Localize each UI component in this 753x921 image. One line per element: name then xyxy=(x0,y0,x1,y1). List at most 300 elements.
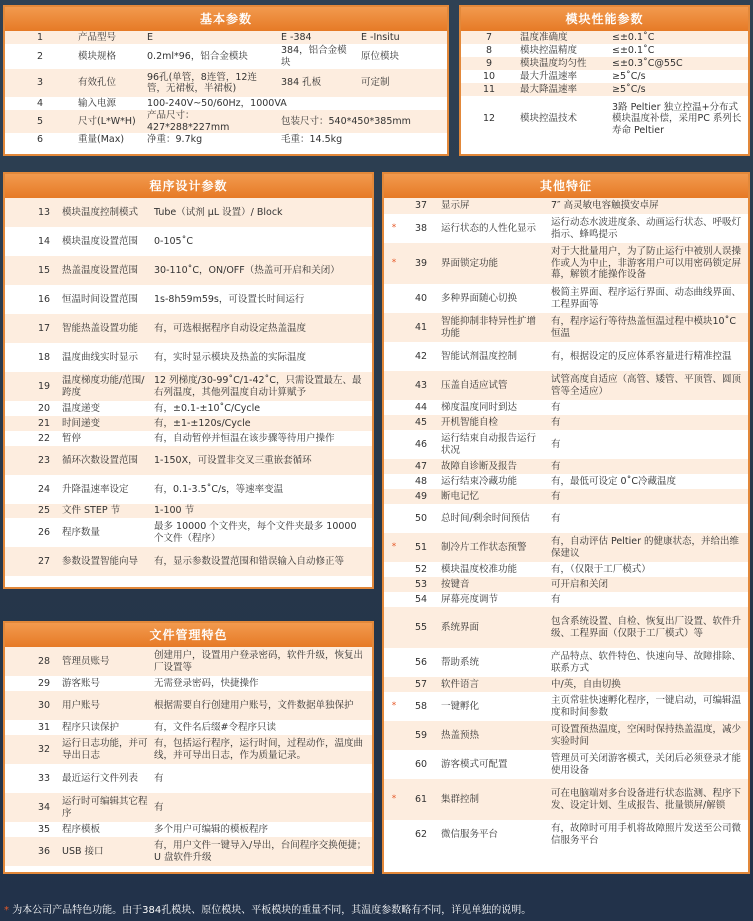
param-label: 故障自诊断及报告 xyxy=(438,459,548,474)
param-label: 模块控温技术 xyxy=(517,96,609,142)
row-number: 13 xyxy=(29,198,59,227)
param-value: 384 孔板 xyxy=(278,69,358,97)
spec-row xyxy=(5,475,372,504)
param-label: 管理员账号 xyxy=(59,647,151,676)
spec-row xyxy=(461,44,748,57)
param-label: 恒温时间设置范围 xyxy=(59,285,151,314)
row-number: 21 xyxy=(29,416,59,431)
param-value: 极简主界面、程序运行界面、动态曲线界面、工程界面等 xyxy=(548,284,748,313)
row-number: 19 xyxy=(29,372,59,401)
param-value: 有，±0.1-±10˚C/Cycle xyxy=(151,401,372,416)
param-value: 有，自动评估 Peltier 的健康状态，并给出维保建议 xyxy=(548,533,748,562)
param-label: 智能热盖设置功能 xyxy=(59,314,151,343)
param-label: 一键孵化 xyxy=(438,692,548,721)
param-label: 系统界面 xyxy=(438,607,548,648)
param-value: 管理员可关闭游客模式，关闭后必须登录才能使用设备 xyxy=(548,750,748,779)
param-label: 时间递变 xyxy=(59,416,151,431)
spec-row xyxy=(5,793,372,822)
param-value: 产品特点、软件特色、快速向导、故障排除、联系方式 xyxy=(548,648,748,677)
row-number: 15 xyxy=(29,256,59,285)
spec-row xyxy=(5,431,372,446)
param-value: 包含系统设置、自检、恢复出厂设置、软件升级、工程界面（仅限于工厂模式）等 xyxy=(548,607,748,648)
row-number: 11 xyxy=(461,83,517,96)
feature-star xyxy=(5,647,29,676)
param-label: 运行结束自动报告运行状况 xyxy=(438,430,548,459)
row-number: 56 xyxy=(404,648,438,677)
param-label: 热盖温度设置范围 xyxy=(59,256,151,285)
performance-params-title: 模块性能参数 xyxy=(461,7,748,31)
feature-star xyxy=(384,474,404,489)
spec-row xyxy=(5,647,372,676)
spec-row xyxy=(384,474,748,489)
param-value: 有 xyxy=(151,793,372,822)
param-value: 384，铝合金模块 xyxy=(278,44,358,69)
row-number: 43 xyxy=(404,371,438,400)
row-number: 27 xyxy=(29,547,59,576)
file-mgmt-title: 文件管理特色 xyxy=(5,623,372,647)
row-number: 2 xyxy=(5,44,75,69)
feature-star xyxy=(5,793,29,822)
row-number: 38 xyxy=(404,214,438,243)
row-number: 48 xyxy=(404,474,438,489)
footnote-text: 为本公司产品特色功能。由于384孔模块、原位模块、平板模块的重量不同，其温度参数略有不同，详见单独的说明。 xyxy=(12,905,532,916)
param-value: 3路 Peltier 独立控温+分布式模块温度补偿，采用PC 系列长寿命 Peltier xyxy=(609,96,748,142)
feature-star xyxy=(5,343,29,372)
row-number: 34 xyxy=(29,793,59,822)
param-value: 有，程序运行等待热盖恒温过程中模块10˚C恒温 xyxy=(548,313,748,342)
spec-row xyxy=(384,648,748,677)
param-value: 0.2ml*96，铝合金模块 xyxy=(144,44,278,69)
param-label: 程序模板 xyxy=(59,822,151,837)
row-number: 6 xyxy=(5,133,75,146)
file-mgmt-table xyxy=(5,647,372,866)
spec-row xyxy=(5,691,372,720)
spec-row xyxy=(5,343,372,372)
param-value: 毛重：14.5kg xyxy=(278,133,447,146)
feature-star xyxy=(5,518,29,547)
feature-star xyxy=(384,504,404,533)
row-number: 53 xyxy=(404,577,438,592)
param-value: 试管高度自适应（高管、矮管、平顶管、圆顶管等全适应） xyxy=(548,371,748,400)
param-label: 运行日志功能，并可导出日志 xyxy=(59,735,151,764)
spec-row xyxy=(5,837,372,866)
feature-star xyxy=(384,592,404,607)
spec-row xyxy=(384,577,748,592)
feature-star xyxy=(5,416,29,431)
spec-row xyxy=(5,518,372,547)
param-label: 温度递变 xyxy=(59,401,151,416)
param-value: 有，实时显示模块及热盖的实际温度 xyxy=(151,343,372,372)
row-number: 9 xyxy=(461,57,517,70)
spec-row xyxy=(384,400,748,415)
spec-row xyxy=(384,750,748,779)
param-value: 包装尺寸：540*450*385mm xyxy=(278,110,447,133)
feature-star xyxy=(5,691,29,720)
feature-star xyxy=(5,735,29,764)
param-value: 多个用户可编辑的模板程序 xyxy=(151,822,372,837)
row-number: 28 xyxy=(29,647,59,676)
param-value: 有，±1-±120s/Cycle xyxy=(151,416,372,431)
spec-row xyxy=(384,284,748,313)
param-value: 有 xyxy=(548,400,748,415)
param-value: 有 xyxy=(548,489,748,504)
spec-row xyxy=(5,256,372,285)
spec-row xyxy=(5,401,372,416)
row-number: 17 xyxy=(29,314,59,343)
program-params-title: 程序设计参数 xyxy=(5,174,372,198)
row-number: 40 xyxy=(404,284,438,313)
spec-row xyxy=(461,31,748,44)
feature-star xyxy=(384,750,404,779)
feature-star xyxy=(5,676,29,691)
spec-row xyxy=(5,314,372,343)
param-value: 96孔(单管，8连管，12连管，无裙板，半裙板) xyxy=(144,69,278,97)
row-number: 10 xyxy=(461,70,517,83)
spec-row xyxy=(384,562,748,577)
file-mgmt-panel xyxy=(3,621,374,874)
param-label: 智能抑制非特异性扩增功能 xyxy=(438,313,548,342)
row-number: 25 xyxy=(29,504,59,518)
param-label: 有效孔位 xyxy=(75,69,144,97)
param-label: 按键音 xyxy=(438,577,548,592)
spec-row xyxy=(5,764,372,793)
feature-star xyxy=(384,607,404,648)
param-label: 温度梯度功能/范围/跨度 xyxy=(59,372,151,401)
param-label: 热盖预热 xyxy=(438,721,548,750)
spec-row xyxy=(384,592,748,607)
other-features-title: 其他特征 xyxy=(384,174,748,198)
spec-row xyxy=(384,243,748,284)
param-value: 有，0.1-3.5˚C/s，等速率变温 xyxy=(151,475,372,504)
param-value: 有 xyxy=(548,504,748,533)
spec-row xyxy=(5,416,372,431)
feature-star xyxy=(384,400,404,415)
spec-row xyxy=(5,97,447,110)
feature-star xyxy=(5,475,29,504)
program-params-panel xyxy=(3,172,374,589)
param-value: 0-105˚C xyxy=(151,227,372,256)
param-value: 1-150X，可设置非交叉三重嵌套循环 xyxy=(151,446,372,475)
row-number: 33 xyxy=(29,764,59,793)
row-number: 36 xyxy=(29,837,59,866)
spec-row xyxy=(5,504,372,518)
spec-row xyxy=(5,44,447,69)
param-value: 有，根据设定的反应体系容量进行精准控温 xyxy=(548,342,748,371)
param-value: 对于大批量用户，为了防止运行中被别人误操作或人为中止，非游客用户可以用密码锁定屏幕，解锁才能操作设备 xyxy=(548,243,748,284)
feature-star xyxy=(384,430,404,459)
param-label: 帮助系统 xyxy=(438,648,548,677)
spec-row xyxy=(5,110,447,133)
basic-params-panel xyxy=(3,5,449,156)
row-number: 55 xyxy=(404,607,438,648)
feature-star xyxy=(384,820,404,849)
spec-row xyxy=(5,822,372,837)
feature-star: * xyxy=(384,533,404,562)
param-value: E xyxy=(144,31,278,44)
param-label: 暂停 xyxy=(59,431,151,446)
param-value: 创建用户，设置用户登录密码，软件升级，恢复出厂设置等 xyxy=(151,647,372,676)
spec-row xyxy=(384,504,748,533)
param-value: 1s-8h59m59s，可设置长时间运行 xyxy=(151,285,372,314)
param-label: 重量(Max) xyxy=(75,133,144,146)
feature-star xyxy=(5,198,29,227)
param-value: 有 xyxy=(151,764,372,793)
spec-row xyxy=(384,198,748,214)
row-number: 62 xyxy=(404,820,438,849)
spec-row xyxy=(384,459,748,474)
param-label: 屏幕亮度调节 xyxy=(438,592,548,607)
param-value: 有，故障时可用手机将故障照片发送至公司微信服务平台 xyxy=(548,820,748,849)
spec-row xyxy=(5,735,372,764)
param-label: 显示屏 xyxy=(438,198,548,214)
param-value: 7″ 高灵敏电容触摸安卓屏 xyxy=(548,198,748,214)
feature-star xyxy=(5,547,29,576)
param-label: 界面锁定功能 xyxy=(438,243,548,284)
param-label: 制冷片工作状态预警 xyxy=(438,533,548,562)
spec-row xyxy=(384,342,748,371)
row-number: 18 xyxy=(29,343,59,372)
feature-star xyxy=(5,446,29,475)
param-label: 模块温度控制模式 xyxy=(59,198,151,227)
param-value: 有，包括运行程序，运行时间，过程动作，温度曲线，并可导出日志，作为质量记录。 xyxy=(151,735,372,764)
param-value: 可设置预热温度，空闲时保持热盖温度，减少实验时间 xyxy=(548,721,748,750)
param-value: 有，可选根据程序自动设定热盖温度 xyxy=(151,314,372,343)
param-value: 可开启和关闭 xyxy=(548,577,748,592)
row-number: 59 xyxy=(404,721,438,750)
performance-params-panel xyxy=(459,5,750,156)
row-number: 26 xyxy=(29,518,59,547)
spec-row xyxy=(384,533,748,562)
spec-row xyxy=(461,83,748,96)
spec-row xyxy=(5,446,372,475)
param-value: ≥5˚C/s xyxy=(609,70,748,83)
row-number: 14 xyxy=(29,227,59,256)
row-number: 47 xyxy=(404,459,438,474)
feature-star xyxy=(5,285,29,314)
spec-row xyxy=(5,133,447,146)
row-number: 51 xyxy=(404,533,438,562)
spec-row xyxy=(384,721,748,750)
row-number: 20 xyxy=(29,401,59,416)
row-number: 16 xyxy=(29,285,59,314)
row-number: 54 xyxy=(404,592,438,607)
footnote xyxy=(4,901,531,916)
feature-star xyxy=(5,314,29,343)
basic-params-title: 基本参数 xyxy=(5,7,447,31)
param-label: 温度曲线实时显示 xyxy=(59,343,151,372)
param-value: E -Insitu xyxy=(358,31,447,44)
feature-star xyxy=(384,342,404,371)
row-number: 39 xyxy=(404,243,438,284)
param-value: 有，用户文件一键导入/导出，台间程序交换便捷；U 盘软件升级 xyxy=(151,837,372,866)
param-label: 用户账号 xyxy=(59,691,151,720)
feature-star xyxy=(384,415,404,430)
spec-row xyxy=(384,371,748,400)
feature-star xyxy=(5,822,29,837)
row-number: 5 xyxy=(5,110,75,133)
param-value: ≥5˚C/s xyxy=(609,83,748,96)
row-number: 8 xyxy=(461,44,517,57)
param-label: 断电记忆 xyxy=(438,489,548,504)
feature-star xyxy=(5,227,29,256)
row-number: 60 xyxy=(404,750,438,779)
param-value: E -384 xyxy=(278,31,358,44)
spec-row xyxy=(5,69,447,97)
spec-row xyxy=(5,547,372,576)
param-label: 最大升温速率 xyxy=(517,70,609,83)
row-number: 35 xyxy=(29,822,59,837)
param-value: 原位模块 xyxy=(358,44,447,69)
param-label: 智能试剂温度控制 xyxy=(438,342,548,371)
param-value: 有，文件名后缀#令程序只读 xyxy=(151,720,372,735)
row-number: 61 xyxy=(404,779,438,820)
row-number: 50 xyxy=(404,504,438,533)
param-label: 产品型号 xyxy=(75,31,144,44)
feature-star xyxy=(384,459,404,474)
spec-row xyxy=(461,96,748,142)
param-value: 有，自动暂停并恒温在该步骤等待用户操作 xyxy=(151,431,372,446)
spec-row xyxy=(461,57,748,70)
param-label: 运行时可编辑其它程序 xyxy=(59,793,151,822)
param-label: 游客账号 xyxy=(59,676,151,691)
param-label: 模块温度设置范围 xyxy=(59,227,151,256)
param-value: 有 xyxy=(548,430,748,459)
param-label: 压盖自适应试管 xyxy=(438,371,548,400)
param-label: 运行状态的人性化显示 xyxy=(438,214,548,243)
param-value: 30-110˚C，ON/OFF（热盖可开启和关闭） xyxy=(151,256,372,285)
param-label: 最大降温速率 xyxy=(517,83,609,96)
param-label: 温度准确度 xyxy=(517,31,609,44)
spec-row xyxy=(461,70,748,83)
spec-row xyxy=(5,372,372,401)
other-features-table xyxy=(384,198,748,849)
param-value: 有 xyxy=(548,459,748,474)
param-value: 1-100 节 xyxy=(151,504,372,518)
spec-row xyxy=(5,676,372,691)
feature-star: * xyxy=(384,779,404,820)
param-value: 有，显示参数设置范围和错误输入自动修正等 xyxy=(151,547,372,576)
param-label: 模块温度校准功能 xyxy=(438,562,548,577)
param-value: ≤±0.1˚C xyxy=(609,31,748,44)
footnote-star: * xyxy=(4,905,9,916)
param-label: 升降温速率设定 xyxy=(59,475,151,504)
feature-star xyxy=(384,198,404,214)
param-value: 有，最低可设定 0˚C冷藏温度 xyxy=(548,474,748,489)
row-number: 32 xyxy=(29,735,59,764)
param-label: 程序数量 xyxy=(59,518,151,547)
other-features-panel xyxy=(382,172,750,874)
row-number: 44 xyxy=(404,400,438,415)
param-value: 可定制 xyxy=(358,69,447,97)
param-value: Tube（试剂 µL 设置）/ Block xyxy=(151,198,372,227)
row-number: 12 xyxy=(461,96,517,142)
param-value: 无需登录密码，快捷操作 xyxy=(151,676,372,691)
param-label: 游客模式可配置 xyxy=(438,750,548,779)
row-number: 57 xyxy=(404,677,438,692)
row-number: 7 xyxy=(461,31,517,44)
param-value: 12 列梯度/30-99˚C/1-42˚C，只需设置最左、最右列温度，其他列温度自动计算赋予 xyxy=(151,372,372,401)
row-number: 41 xyxy=(404,313,438,342)
spec-row xyxy=(384,313,748,342)
param-value: 最多 10000 个文件夹，每个文件夹最多 10000 个文件（程序） xyxy=(151,518,372,547)
program-params-table xyxy=(5,198,372,576)
row-number: 49 xyxy=(404,489,438,504)
param-label: 尺寸(L*W*H) xyxy=(75,110,144,133)
row-number: 29 xyxy=(29,676,59,691)
feature-star xyxy=(5,504,29,518)
param-value: 根据需要自行创建用户账号，文件数据单独保护 xyxy=(151,691,372,720)
spec-row xyxy=(5,285,372,314)
param-label: 多种界面随心切换 xyxy=(438,284,548,313)
param-value: ≤±0.1˚C xyxy=(609,44,748,57)
spec-row xyxy=(5,31,447,44)
feature-star xyxy=(5,256,29,285)
feature-star xyxy=(384,562,404,577)
param-label: 最近运行文件列表 xyxy=(59,764,151,793)
spec-row xyxy=(384,607,748,648)
feature-star xyxy=(5,401,29,416)
spec-row xyxy=(384,779,748,820)
feature-star xyxy=(384,677,404,692)
spec-row xyxy=(384,214,748,243)
row-number: 42 xyxy=(404,342,438,371)
row-number: 3 xyxy=(5,69,75,97)
feature-star xyxy=(384,284,404,313)
param-label: 输入电源 xyxy=(75,97,144,110)
row-number: 30 xyxy=(29,691,59,720)
param-value: 100-240V~50/60Hz，1000VA xyxy=(144,97,447,110)
row-number: 22 xyxy=(29,431,59,446)
feature-star: * xyxy=(384,214,404,243)
spec-row xyxy=(384,489,748,504)
spec-row xyxy=(384,415,748,430)
feature-star xyxy=(384,721,404,750)
param-label: 集群控制 xyxy=(438,779,548,820)
performance-params-table xyxy=(461,31,748,142)
param-value: 有，（仅限于工厂模式） xyxy=(548,562,748,577)
param-label: 梯度温度同时到达 xyxy=(438,400,548,415)
basic-params-table xyxy=(5,31,447,146)
param-label: 开机智能自检 xyxy=(438,415,548,430)
param-value: 有 xyxy=(548,415,748,430)
feature-star xyxy=(5,837,29,866)
spec-row xyxy=(5,198,372,227)
row-number: 46 xyxy=(404,430,438,459)
feature-star xyxy=(384,489,404,504)
param-label: 运行结束冷藏功能 xyxy=(438,474,548,489)
feature-star xyxy=(5,720,29,735)
feature-star xyxy=(384,313,404,342)
feature-star: * xyxy=(384,243,404,284)
row-number: 4 xyxy=(5,97,75,110)
row-number: 23 xyxy=(29,446,59,475)
row-number: 58 xyxy=(404,692,438,721)
param-label: 微信服务平台 xyxy=(438,820,548,849)
param-value: ≤±0.3˚C@55C xyxy=(609,57,748,70)
param-label: 模块控温精度 xyxy=(517,44,609,57)
feature-star xyxy=(5,431,29,446)
spec-row xyxy=(384,677,748,692)
param-label: 模块温度均匀性 xyxy=(517,57,609,70)
param-value: 主页常驻快速孵化程序，一键启动，可编辑温度和时间参数 xyxy=(548,692,748,721)
param-value: 运行动态水波进度条、动画运行状态、呼吸灯指示、蜂鸣提示 xyxy=(548,214,748,243)
spec-row xyxy=(384,692,748,721)
param-label: 模块规格 xyxy=(75,44,144,69)
param-label: 程序只读保护 xyxy=(59,720,151,735)
row-number: 37 xyxy=(404,198,438,214)
param-value: 净重：9.7kg xyxy=(144,133,278,146)
param-label: 总时间/剩余时间预估 xyxy=(438,504,548,533)
